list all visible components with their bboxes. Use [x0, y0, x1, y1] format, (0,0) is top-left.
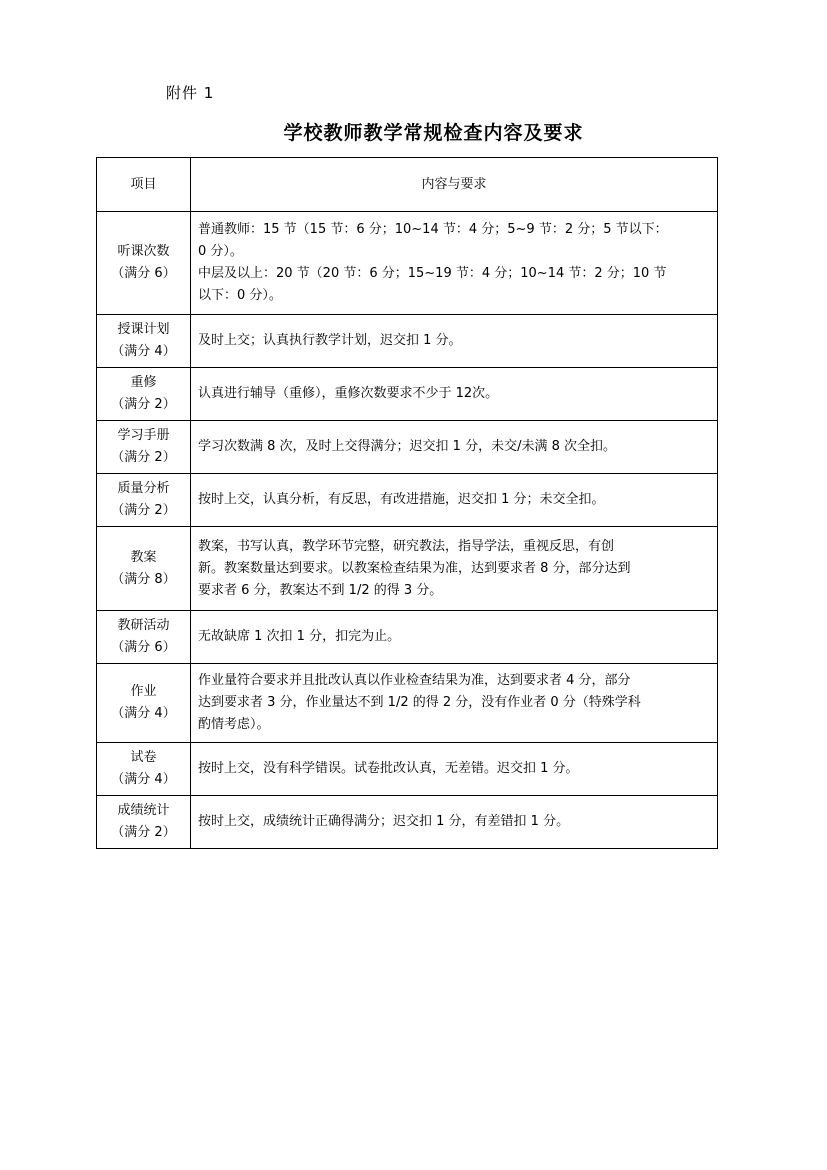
content-line: 0 分）。 — [198, 244, 243, 259]
item-name: 质量分析 — [117, 481, 170, 496]
table-row — [97, 212, 718, 315]
item-cell — [97, 315, 191, 368]
item-score: （满分 8） — [111, 571, 176, 587]
item-name: 学习手册 — [117, 428, 170, 443]
attachment-label: 附件 1 — [166, 84, 215, 102]
content-line: 教案，书写认真，教学环节完整，研究教法，指导学法，重视反思，有创 — [198, 538, 615, 554]
item-score: （满分 4） — [111, 706, 176, 721]
item-name: 成绩统计 — [117, 803, 170, 818]
content-cell — [191, 743, 718, 796]
content-line: 认真进行辅导（重修），重修次数要求不少于 12次。 — [198, 386, 499, 401]
item-name: 教研活动 — [117, 618, 170, 633]
item-cell — [97, 474, 191, 527]
item-cell — [97, 743, 191, 796]
content-line: 作业量符合要求并且批改认真以作业检查结果为准，达到要求者 4 分，部分 — [198, 673, 631, 688]
content-cell — [191, 421, 718, 474]
table-row — [97, 421, 718, 474]
item-name: 重修 — [130, 375, 157, 390]
table-row — [97, 315, 718, 368]
content-line: 以下：0 分）。 — [198, 288, 282, 303]
content-line: 按时上交，认真分析，有反思，有改进措施，迟交扣 1 分；未交全扣。 — [198, 492, 605, 507]
table-row — [97, 368, 718, 421]
item-cell — [97, 664, 191, 743]
item-name: 听课次数 — [117, 244, 170, 259]
item-cell — [97, 527, 191, 611]
requirements-table — [96, 157, 718, 849]
content-line: 要求者 6 分，教案达不到 1/2 的得 3 分。 — [198, 582, 443, 598]
item-score: （满分 4） — [111, 772, 176, 787]
document-title: 学校教师教学常规检查内容及要求 — [283, 122, 584, 144]
content-line: 学习次数满 8 次，及时上交得满分；迟交扣 1 分，未交/未满 8 次全扣。 — [198, 439, 616, 454]
content-line: 普通教师：15 节（15 节：6 分；10~14 节：4 分；5~9 节：2 分；5 节以下： — [198, 222, 668, 237]
item-name: 作业 — [130, 684, 157, 699]
item-score: （满分 2） — [111, 825, 176, 840]
item-cell — [97, 421, 191, 474]
table-row — [97, 743, 718, 796]
content-cell — [191, 315, 718, 368]
item-score: （满分 6） — [111, 266, 176, 281]
content-line: 及时上交；认真执行教学计划，迟交扣 1 分。 — [198, 333, 462, 348]
content-cell — [191, 796, 718, 849]
item-cell — [97, 796, 191, 849]
content-line: 按时上交，没有科学错误。试卷批改认真，无差错。迟交扣 1 分。 — [198, 761, 579, 776]
content-line: 达到要求者 3 分，作业量达不到 1/2 的得 2 分，没有作业者 0 分（特殊学科 — [198, 695, 641, 710]
content-line: 中层及以上：20 节（20 节：6 分；15~19 节：4 分；10~14 节：2 分；10 节 — [198, 266, 667, 281]
content-line: 新。教案数量达到要求。以教案检查结果为准，达到要求者 8 分，部分达到 — [198, 560, 631, 576]
table-header-row — [97, 158, 718, 212]
content-cell — [191, 212, 718, 315]
content-cell — [191, 611, 718, 664]
table-row — [97, 611, 718, 664]
item-score: （满分 2） — [111, 397, 176, 412]
item-score: （满分 4） — [111, 344, 176, 359]
item-name: 授课计划 — [117, 322, 170, 337]
item-score: （满分 2） — [111, 503, 176, 518]
item-cell — [97, 212, 191, 315]
table-row — [97, 664, 718, 743]
item-cell — [97, 611, 191, 664]
header-content: 内容与要求 — [191, 158, 718, 212]
content-cell — [191, 527, 718, 611]
item-name: 教案 — [130, 549, 157, 565]
table-row — [97, 796, 718, 849]
item-name: 试卷 — [130, 750, 157, 765]
content-cell — [191, 368, 718, 421]
item-score: （满分 2） — [111, 450, 176, 465]
content-line: 按时上交，成绩统计正确得满分；迟交扣 1 分，有差错扣 1 分。 — [198, 814, 570, 829]
content-cell — [191, 474, 718, 527]
table-row — [97, 527, 718, 611]
content-line: 无故缺席 1 次扣 1 分，扣完为止。 — [198, 629, 401, 644]
content-line: 酌情考虑）。 — [198, 717, 270, 732]
content-cell — [191, 664, 718, 743]
header-item: 项目 — [97, 158, 191, 212]
item-score: （满分 6） — [111, 640, 176, 655]
item-cell — [97, 368, 191, 421]
table-row — [97, 474, 718, 527]
